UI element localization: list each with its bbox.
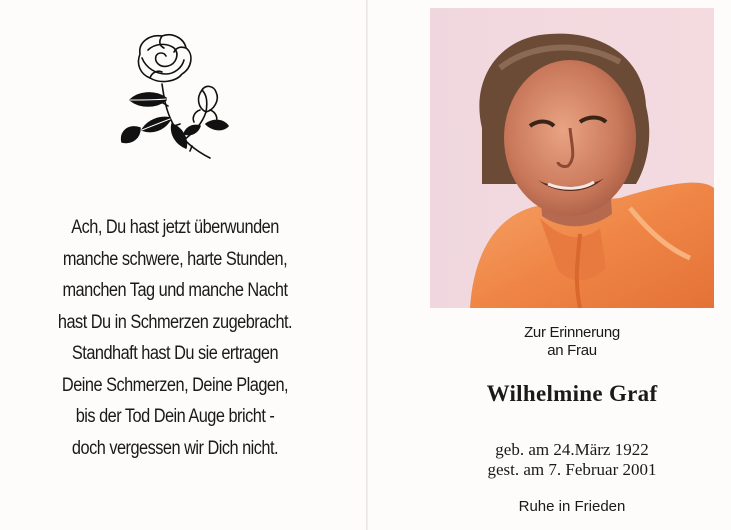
poem-line: Deine Schmerzen, Deine Plagen,: [61, 374, 289, 396]
birth-date: geb. am 24.März 1922: [495, 440, 649, 459]
dedication-line-1: Zur Erinnerung: [524, 324, 620, 341]
closing-phrase: Ruhe in Frieden: [518, 498, 626, 515]
portrait-photo: [430, 8, 714, 308]
dedication: [430, 324, 714, 360]
poem-line: hast Du in Schmerzen zugebracht.: [57, 311, 293, 333]
death-date: gest. am 7. Februar 2001: [487, 460, 657, 479]
poem-line: bis der Tod Dein Auge bricht -: [75, 406, 275, 427]
poem-line: doch vergessen wir Dich nicht.: [71, 437, 279, 459]
poem-line: Standhaft hast Du sie ertragen: [71, 343, 279, 364]
life-dates: [430, 440, 714, 480]
dedication-line-2: an Frau: [547, 342, 597, 359]
rose-icon: [110, 28, 240, 168]
poem: [20, 212, 330, 464]
deceased-name: Wilhelmine Graf: [486, 381, 658, 406]
poem-line: Ach, Du hast jetzt überwunden: [71, 217, 279, 238]
portrait-illustration: [430, 8, 714, 308]
poem-line: manche schwere, harte Stunden,: [62, 248, 288, 270]
poem-line: manchen Tag und manche Nacht: [62, 280, 288, 301]
